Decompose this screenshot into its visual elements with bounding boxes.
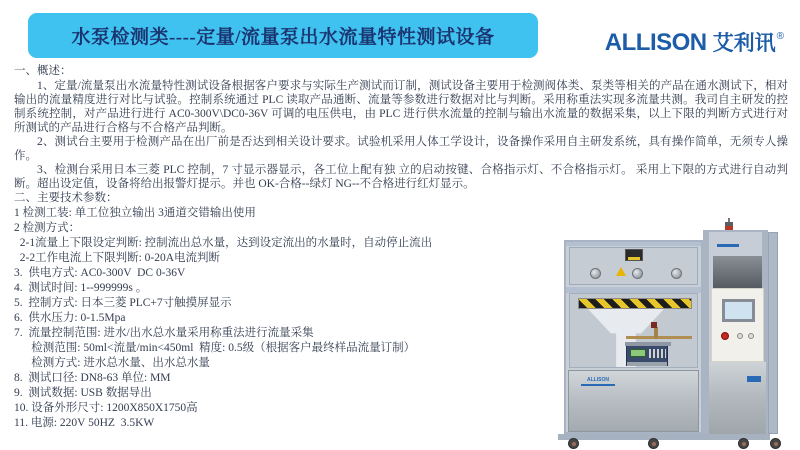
overview-paragraph-2: 2、测试台主要用于检测产品在出厂前是否达到相关设计要求。试验机采用人体工学设计，设备操作采用自主研发系统，具有操作简单，无须专人操作。	[14, 136, 788, 162]
param-line: 检测范围: 50ml<流量/min<450ml 精度: 0.5级（根据客户最终样品流量订制）	[14, 342, 416, 354]
overview-heading: 一、概述：	[14, 65, 72, 77]
column-steel-panel	[709, 362, 766, 434]
overview-paragraph-1: 1、定量/流量泵出水流量特性测试设备根据客户要求与实际生产测试而订制，测试设备主要用于检测阀体类、泵类等相关的产品在通水测试下，相对输出的流量精度进行对比与试验。控制系统通过 PLC 读取产品通断、流量等参数进行数据对比与判断。采用称重法实现多流量共测。我司自主研发的控制系统控制，对产品进行进行 AC0-300V\DC0-36V 可调的电压供电，由 PLC 进行供水流量的控制与输出水流量的数据采集，以上下限的判断方式进行对所测试的产品进行合格与不合格产品判断。	[14, 80, 788, 134]
water-pipe-fitting	[654, 327, 658, 339]
param-line: 7. 流量控制范围: 进水/出水总水量采用称重法进行流量采集	[14, 327, 314, 339]
param-line: 2 检测方式：	[14, 222, 81, 234]
param-line: 6. 供水压力: 0-1.5Mpa	[14, 312, 126, 324]
caster-wheel	[568, 438, 579, 449]
cabinet-top-rail	[566, 242, 701, 246]
params-heading: 二、主要技术参数：	[14, 192, 118, 204]
steel-lower-cabinet	[568, 370, 699, 432]
weighing-scale	[626, 344, 668, 366]
scale-display	[630, 349, 646, 357]
param-line: 5. 控制方式: 日本三菱 PLC+7寸触摸屏显示	[14, 297, 232, 309]
column-opening	[713, 256, 762, 288]
param-line: 4. 测试时间: 1--999999s 。	[14, 282, 148, 294]
valve-knob	[632, 268, 643, 279]
param-line: 9. 测试数据: USB 数据导出	[14, 387, 152, 399]
valve-knob	[671, 268, 682, 279]
side-frame-profile	[768, 232, 778, 434]
column-label-sticker	[717, 244, 739, 247]
overview-paragraph-3: 3、检测台采用日本三菱 PLC 控制，7 寸显示器显示，各工位上配有独 立的启动按键、合格指示灯、不合格指示灯。 采用上下限的方式进行自动判断。超出设定值，设备将给出报警灯提示。并也 OK-合格--绿灯 NG--不合格进行红灯显示。	[14, 164, 788, 190]
column-sticker	[747, 376, 761, 382]
param-line: 检测方式: 进水总水量、出水总水量	[14, 357, 210, 369]
valve-panel	[569, 247, 698, 285]
equipment-photo	[556, 218, 794, 449]
brand-name-en: ALLISON	[604, 29, 707, 56]
page-title: 水泵检测类----定量/流量泵出水流量特性测试设备	[71, 27, 495, 48]
cabinet-sticker-subline	[581, 384, 615, 386]
cabinet-logo-sticker: ALLISON	[587, 377, 609, 383]
warning-triangle-icon	[616, 267, 626, 276]
emergency-stop-button	[721, 332, 729, 340]
param-line: 1 检测工装: 单工位独立输出 3通道交错输出使用	[14, 207, 256, 219]
scale-platform	[625, 342, 671, 346]
brand-name-cn: 艾利讯	[712, 32, 776, 55]
caster-wheel	[738, 438, 749, 449]
title-bar	[28, 13, 538, 58]
param-line: 3. 供电方式: AC0-300V DC 0-36V	[14, 267, 186, 279]
pipe-valve	[651, 322, 657, 328]
caster-wheel	[648, 438, 659, 449]
registered-mark: ®	[776, 31, 784, 42]
panel-button	[748, 333, 754, 339]
scale-base	[627, 362, 667, 366]
param-line: 11. 电源: 220V 50HZ 3.5KW	[14, 417, 155, 429]
touchscreen	[722, 299, 755, 322]
valve-knob	[590, 268, 601, 279]
control-panel	[711, 288, 764, 362]
param-line: 2-2工作电流上下限判断: 0-20A电流判断	[14, 252, 221, 264]
param-line: 8. 测试口径: DN8-63 单位: MM	[14, 372, 171, 384]
control-column	[703, 230, 768, 434]
hazard-stripe	[578, 298, 692, 309]
param-line: 10. 设备外形尺寸: 1200X850X1750高	[14, 402, 198, 414]
scale-keypad	[649, 349, 666, 358]
spec-label	[625, 249, 643, 261]
brand-logo	[605, 27, 784, 57]
param-line: 2-1流量上下限设定判断: 控制流出总水量，达到设定流出的水量时，自动停止流出	[14, 237, 433, 249]
caster-wheel	[770, 438, 781, 449]
panel-button	[737, 333, 743, 339]
test-chamber	[569, 293, 698, 368]
main-cabinet	[564, 240, 703, 434]
water-pipe	[626, 336, 692, 339]
